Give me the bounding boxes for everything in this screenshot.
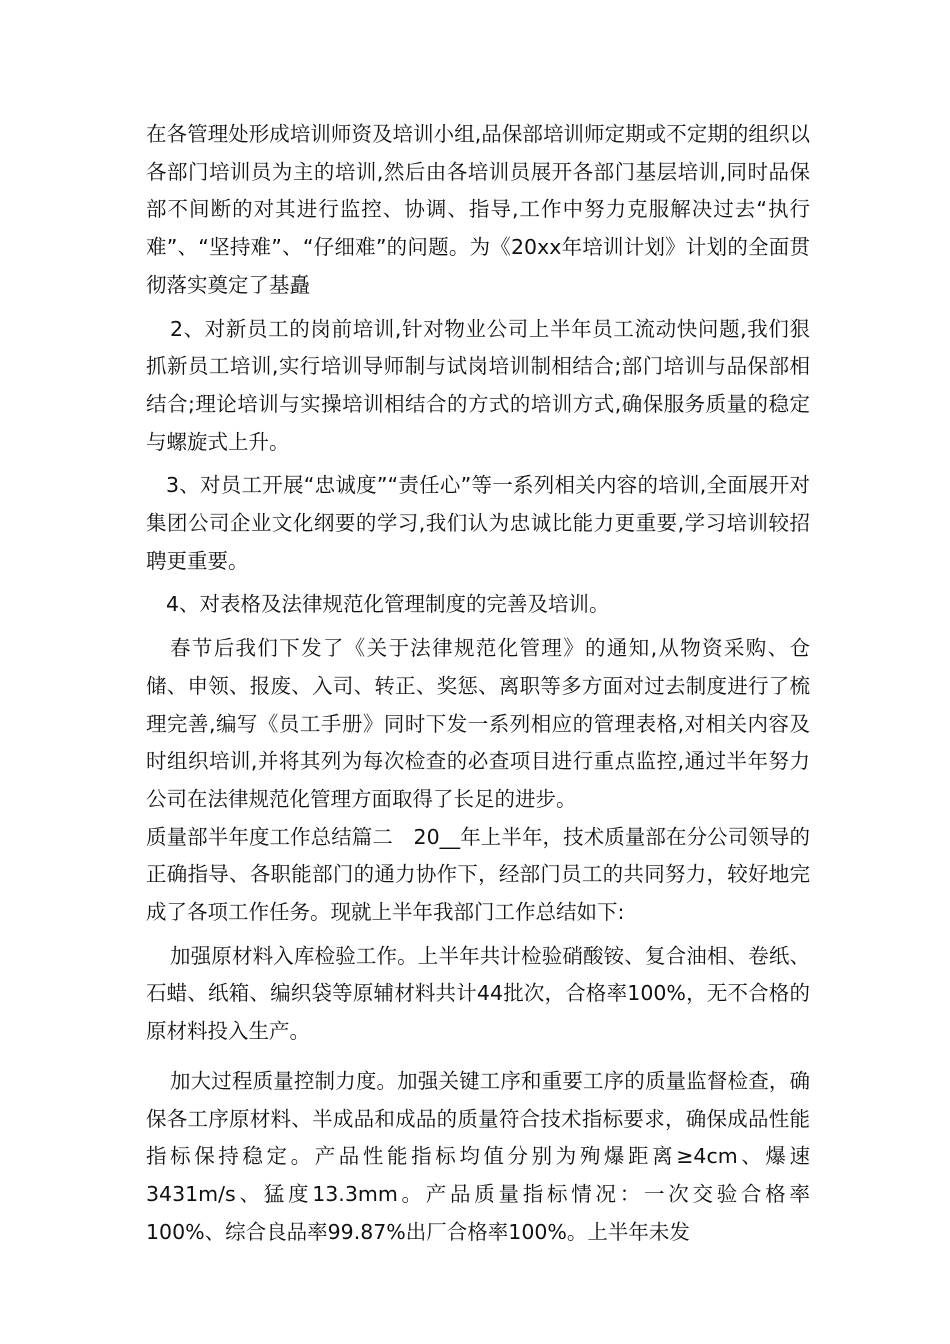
paragraph-loyalty-training: 3、对员工开展“忠诚度”“责任心”等一系列相关内容的培训,全面展开对集团公司企业文化纲要的学习,我们认为忠诚比能力更重要,学习培训较招聘更重要。	[146, 473, 810, 573]
paragraph-raw-material-inspection: 加强原材料入库检验工作。上半年共计检验硝酸铵、复合油相、卷纸、石蜡、纸箱、编织袋等原辅材料共计44批次，合格率100%，无不合格的原材料投入生产。	[146, 943, 810, 1044]
paragraph-forms-regulations: 4、对表格及法律规范化管理制度的完善及培训。	[166, 592, 610, 617]
paragraph-new-employee-training: 2、对新员工的岗前培训,针对物业公司上半年员工流动快问题,我们狠抓新员工培训,实行培训导师制与试岗培训制相结合;部门培训与品保部相结合;理论培训与实操培训相结合的方式的培训方式,确保服务质量的稳定与螺旋式上升。	[146, 316, 810, 454]
document-body	[146, 116, 810, 1251]
paragraph-quality-summary-part-two: 质量部半年度工作总结篇二 20__年上半年，技术质量部在分公司领导的正确指导、各职能部门的通力协作下，经部门员工的共同努力，较好地完成了各项工作任务。现就上半年我部门工作总结如下:	[146, 824, 810, 925]
paragraph-process-quality-control: 加大过程质量控制力度。加强关键工序和重要工序的质量监督检查，确保各工序原材料、半成品和成品的质量符合技术指标要求，确保成品性能指标保持稳定。产品性能指标均值分别为殉爆距离≥4cm、爆速3431m/s、猛度13.3mm。产品质量指标情况：一次交验合格率100%、综合良品率99.87%出厂合格率100%。上半年未发	[146, 1068, 810, 1244]
paragraph-training-groups: 在各管理处形成培训师资及培训小组,品保部培训师定期或不定期的组织以各部门培训员为主的培训,然后由各培训员展开各部门基层培训,同时品保部不间断的对其进行监控、协调、指导,工作中努力克服解决过去“执行难”、“坚持难”、“仔细难”的问题。为《20xx年培训计划》计划的全面贯彻落实奠定了基矗	[146, 122, 810, 297]
paragraph-spring-festival-notice: 春节后我们下发了《关于法律规范化管理》的通知,从物资采购、仓储、申领、报废、入司、转正、奖惩、离职等多方面对过去制度进行了梳理完善,编写《员工手册》同时下发一系列相应的管理表格,对相关内容及时组织培训,并将其列为每次检查的必查项目进行重点监控,通过半年努力公司在法律规范化管理方面取得了长足的进步。	[146, 636, 810, 811]
